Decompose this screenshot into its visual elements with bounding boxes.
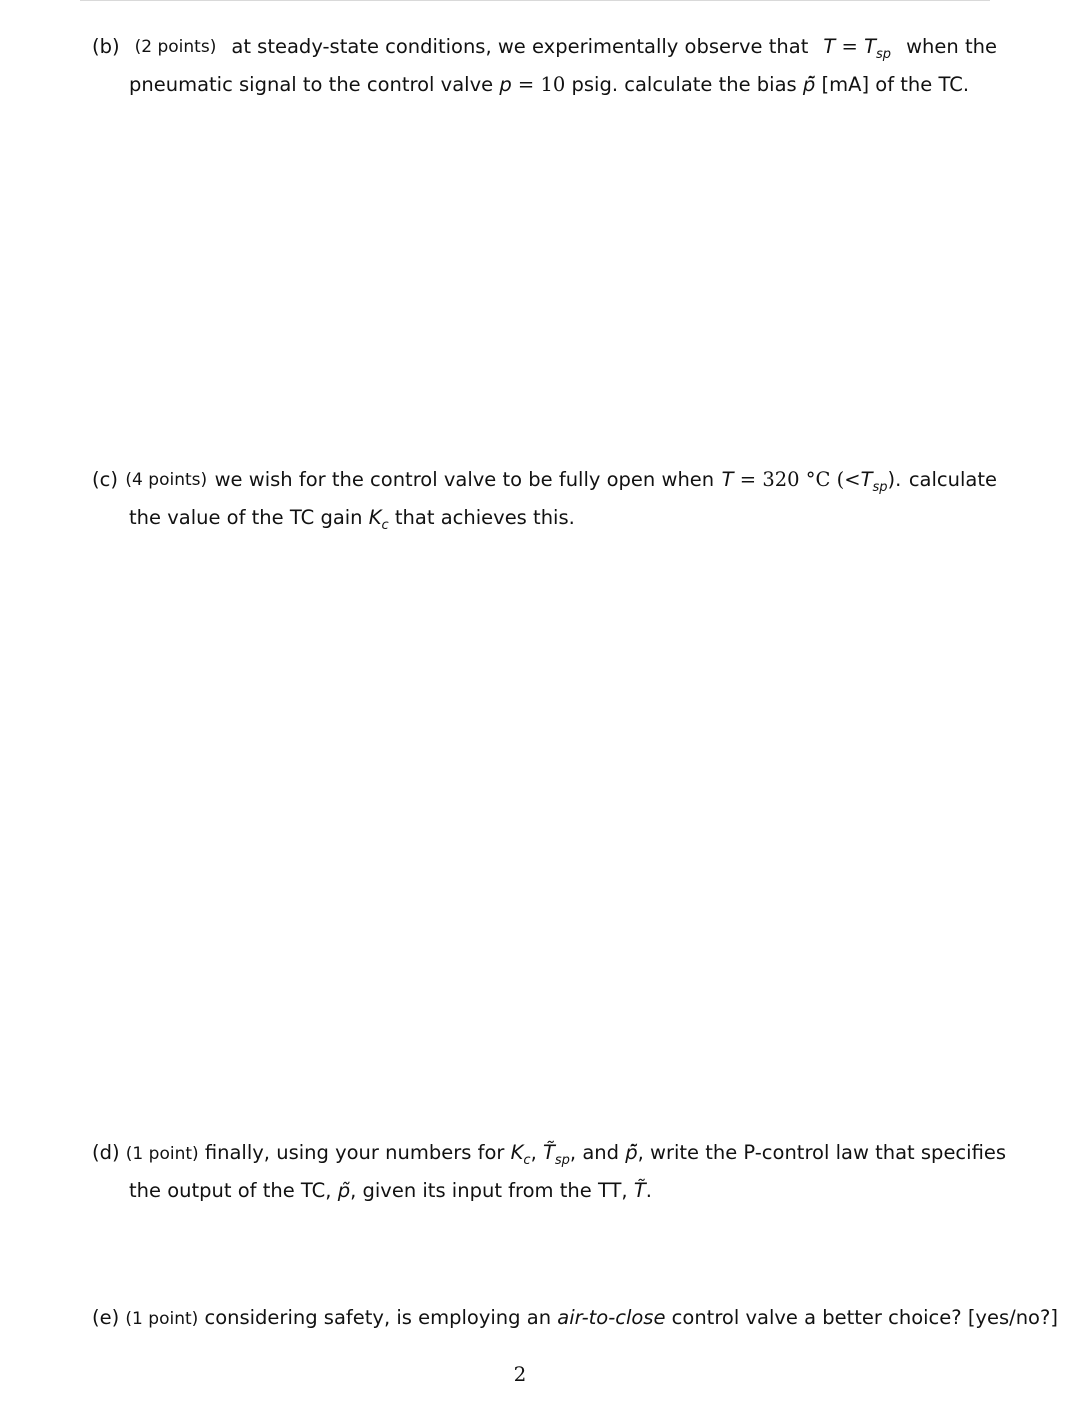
page-number: 2 xyxy=(513,1362,527,1386)
question-d-and: , and xyxy=(569,1141,620,1164)
var-T-sp: T xyxy=(864,35,876,58)
question-d-label: (d) xyxy=(92,1141,120,1164)
question-d-points: (1 point) xyxy=(125,1144,199,1164)
var-p-bar: p̃̄ xyxy=(802,73,816,96)
question-c-line-1 xyxy=(92,465,997,503)
var-T-sp-tilde: T̃ xyxy=(542,1141,555,1164)
question-d-text-3: , given its input from the TT, xyxy=(350,1179,628,1202)
subscript-c: c xyxy=(523,1153,531,1168)
question-c-points: (4 points) xyxy=(125,470,208,490)
comma: , xyxy=(530,1141,537,1164)
pressure-value: 10 xyxy=(540,73,566,96)
subscript-sp: sp xyxy=(872,480,888,495)
question-e-points: (1 point) xyxy=(125,1309,199,1329)
equals-sign: = xyxy=(739,468,757,491)
equals-sign: = xyxy=(517,73,535,96)
air-to-close-emphasis: air-to-close xyxy=(557,1306,666,1329)
var-T-sp: T xyxy=(860,468,873,491)
question-d-text-1: finally, using your numbers for xyxy=(204,1141,505,1164)
question-c-text-1-end: calculate xyxy=(908,468,997,491)
question-c-text-1: we wish for the control valve to be fully open when xyxy=(214,468,715,491)
question-e xyxy=(92,1303,1058,1334)
var-p-tilde: p̃ xyxy=(337,1179,351,1202)
question-b-line-1 xyxy=(92,32,997,70)
question-b-text-1: at steady-state conditions, we experimentally observe that xyxy=(231,35,809,58)
question-e-text-1: considering safety, is employing an xyxy=(204,1306,552,1329)
subscript-sp: sp xyxy=(554,1153,570,1168)
var-p-bar: p̃̄ xyxy=(625,1141,638,1164)
question-d-text-1-end: , write the P-control law that specifies xyxy=(637,1141,1007,1164)
question-c xyxy=(92,465,997,541)
temperature-value: 320 °C xyxy=(762,468,831,491)
question-c-line-2 xyxy=(92,503,997,541)
question-b-text-3: psig. calculate the bias xyxy=(571,73,797,96)
question-c-label: (c) xyxy=(92,468,118,491)
var-T: T xyxy=(721,468,734,491)
paren-close: ). xyxy=(887,468,902,491)
subscript-c: c xyxy=(381,518,389,533)
question-b-text-4: [mA] of the TC. xyxy=(821,73,970,96)
question-b-line-2 xyxy=(92,70,997,100)
question-e-line-1 xyxy=(92,1303,1058,1334)
question-b xyxy=(92,32,997,100)
question-d-text-2: the output of the TC, xyxy=(129,1179,332,1202)
question-c-text-2: the value of the TC gain xyxy=(129,506,363,529)
var-p: p xyxy=(499,73,512,96)
question-e-text-2: control valve a better choice? [yes/no?] xyxy=(671,1306,1058,1329)
question-b-text-2: pneumatic signal to the control valve xyxy=(129,73,494,96)
var-K: K xyxy=(510,1141,524,1164)
var-T-tilde: T̃ xyxy=(633,1179,646,1202)
top-rule xyxy=(80,0,990,1)
var-K: K xyxy=(368,506,382,529)
equals-sign: = xyxy=(841,35,858,58)
question-d xyxy=(92,1138,1007,1206)
subscript-sp: sp xyxy=(876,47,892,62)
question-b-points: (2 points) xyxy=(134,37,217,57)
question-d-period: . xyxy=(645,1179,652,1202)
var-T: T xyxy=(823,35,836,58)
question-c-text-3: that achieves this. xyxy=(394,506,575,529)
question-b-text-1-end: when the xyxy=(906,35,997,58)
question-b-label: (b) xyxy=(92,35,120,58)
question-e-label: (e) xyxy=(92,1306,120,1329)
question-d-line-1 xyxy=(92,1138,1007,1176)
less-than-open: (< xyxy=(836,468,861,491)
question-d-line-2 xyxy=(92,1176,997,1206)
